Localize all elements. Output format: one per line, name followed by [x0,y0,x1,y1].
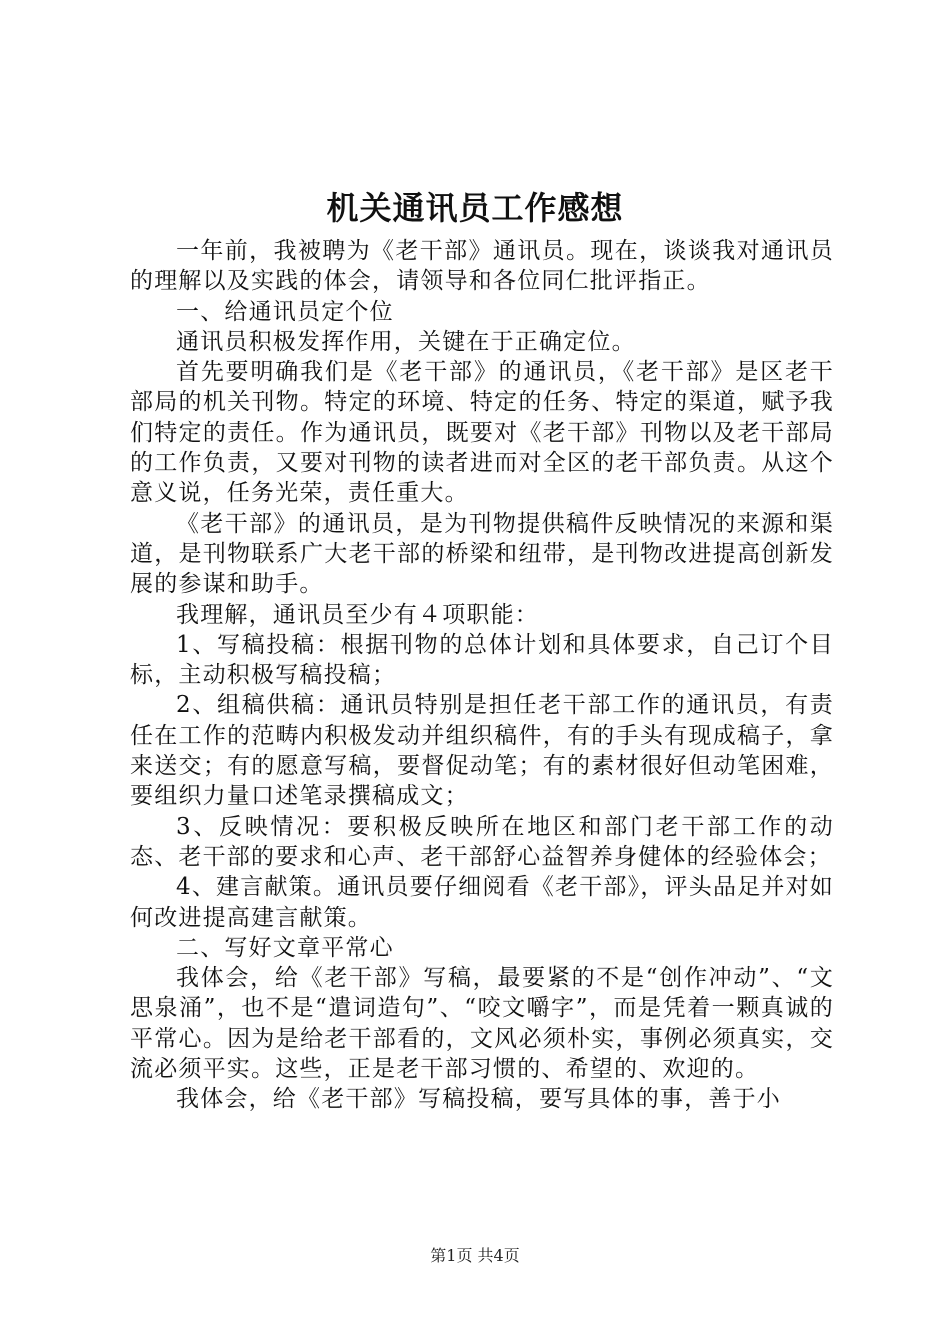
paragraph: 我体会，给《老干部》写稿，最要紧的不是“创作冲动”、“文思泉涌”，也不是“遣词造句”、“咬文嚼字”，而是凭着一颗真诚的平常心。因为是给老干部看的，文风必须朴实，事例必须真实，交流必须平实。这些，正是老干部习惯的、希望的、欢迎的。 [130,965,834,1083]
paragraph: 我体会，给《老干部》写稿投稿，要写具体的事，善于小 [176,1086,781,1113]
paragraph: 首先要明确我们是《老干部》的通讯员，《老干部》是区老干部局的机关刊物。特定的环境、特定的任务、特定的渠道，赋予我们特定的责任。作为通讯员，既要对《老干部》刊物以及老干部局的工作负责，又要对刊物的读者进而对全区的老干部负责。从这个意义说，任务光荣，责任重大。 [130,359,834,507]
page-footer: 第1页 共4页 [430,1246,520,1265]
list-item: 4、建言献策。通讯员要仔细阅看《老干部》，评头品足并对如何改进提高建言献策。 [130,874,834,931]
paragraph: 通讯员积极发挥作用，关键在于正确定位。 [176,328,636,355]
paragraph: 我理解，通讯员至少有４项职能： [176,601,539,628]
paragraph: 《老干部》的通讯员，是为刊物提供稿件反映情况的来源和渠道，是刊物联系广大老干部的桥梁和纽带，是刊物改进提高创新发展的参谋和助手。 [130,510,834,598]
list-item: 2、组稿供稿：通讯员特别是担任老干部工作的通讯员，有责任在工作的范畴内积极发动并组织稿件，有的手头有现成稿子，拿来送交；有的愿意写稿，要督促动笔；有的素材很好但动笔困难，要组织力量口述笔录撰稿成文； [130,692,834,810]
list-item: 1、写稿投稿：根据刊物的总体计划和具体要求，自己订个目标，主动积极写稿投稿； [130,631,834,689]
list-item: 3、反映情况：要积极反映所在地区和部门老干部工作的动态、老干部的要求和心声、老干部舒心益智养身健体的经验体会； [130,813,834,870]
section-heading-1: 一、给通讯员定个位 [176,298,394,325]
paragraph-intro: 一年前，我被聘为《老干部》通讯员。现在，谈谈我对通讯员的理解以及实践的体会，请领导和各位同仁批评指正。 [130,238,834,295]
document-title: 机关通讯员工作感想 [326,189,624,227]
section-heading-2: 二、写好文章平常心 [176,934,394,961]
document-body [130,236,834,1115]
